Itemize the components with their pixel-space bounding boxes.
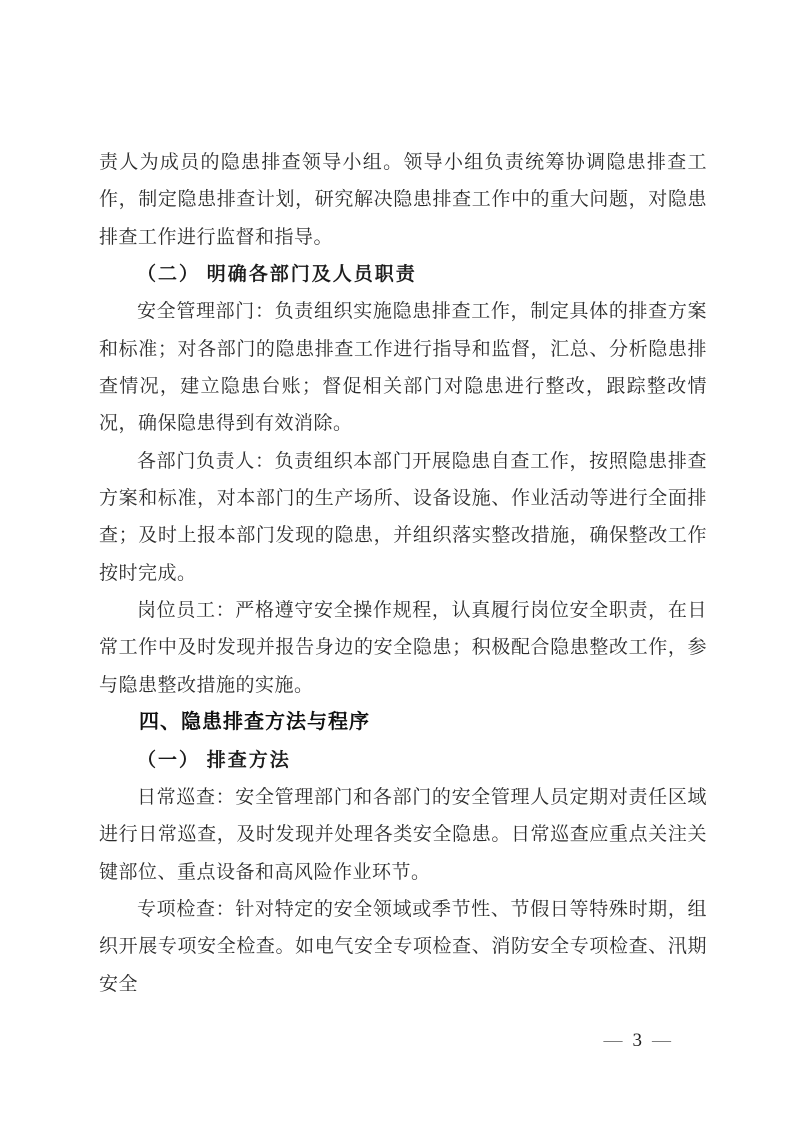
paragraph-daily-patrol: 日常巡查：安全管理部门和各部门的安全管理人员定期对责任区域进行日常巡查，及时发现并处理各类安全隐患。日常巡查应重点关注关键部位、重点设备和高风险作业环节。 xyxy=(99,786,707,883)
page-number-dash-left: — xyxy=(603,1030,623,1051)
paragraph-leading-group-continued: 责人为成员的隐患排查领导小组。领导小组负责统筹协调隐患排查工作，制定隐患排查计划，研究解决隐患排查工作中的重大问题，对隐患排查工作进行监督和指导。 xyxy=(99,152,707,248)
paragraph-special-inspection: 专项检查：针对特定的安全领域或季节性、节假日等特殊时期，组织开展专项安全检查。如电气安全专项检查、消防安全专项检查、汛期安全 xyxy=(99,898,707,995)
paragraph-department-heads: 各部门负责人：负责组织本部门开展隐患自查工作，按照隐患排查方案和标准，对本部门的生产场所、设备设施、作业活动等进行全面排查；及时上报本部门发现的隐患，并组织落实整改措施，确保整改工作按时完成。 xyxy=(99,450,707,584)
section-heading-methods-and-procedures: 四、隐患排查方法与程序 xyxy=(139,711,370,734)
subsection-heading-responsibilities: （二） 明确各部门及人员职责 xyxy=(137,264,417,286)
paragraph-post-employees: 岗位员工：严格遵守安全操作规程，认真履行岗位安全职责，在日常工作中及时发现并报告身边的安全隐患；积极配合隐患整改工作，参与隐患整改措施的实施。 xyxy=(99,600,707,696)
page-number xyxy=(604,1030,672,1052)
subsection-heading-inspection-methods: （一） 排查方法 xyxy=(137,749,291,771)
page-number-dash-right: — xyxy=(652,1030,671,1051)
document-text-block xyxy=(99,144,707,1003)
paragraph-safety-management-dept: 安全管理部门：负责组织实施隐患排查工作，制定具体的排查方案和标准；对各部门的隐患排查工作进行指导和监督，汇总、分析隐患排查情况，建立隐患台账；督促相关部门对隐患进行整改，跟踪整改情况，确保隐患得到有效消除。 xyxy=(99,301,707,435)
page-number-value: 3 xyxy=(632,1030,642,1051)
